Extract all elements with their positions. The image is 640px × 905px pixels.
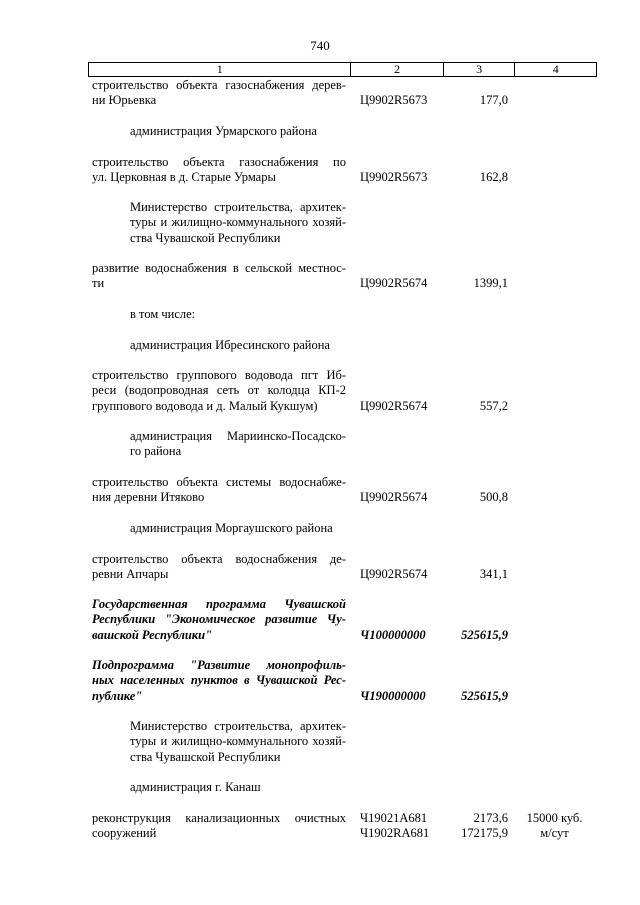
row-text: Министерство строительства, архитек- туры и жилищно-коммунального хозяй- ства Чувашской Республики xyxy=(130,200,346,245)
row-text: строительство объекта газоснабжения по ул. Церковная в д. Старые Урмары xyxy=(92,155,346,185)
row-code: Ц9902R5673 xyxy=(360,93,428,107)
row-amount: 1399,1 xyxy=(473,276,508,290)
row-code: Ц9902R5674 xyxy=(360,276,428,290)
row-text: администрация Мариинско-Посадско- го района xyxy=(130,429,346,459)
row-code-line: Ч1902RA681 xyxy=(360,826,430,841)
subprogram-amount: 525615,9 xyxy=(461,689,508,703)
row-text: администрация Моргаушского района xyxy=(130,521,333,535)
row-amount xyxy=(440,811,508,842)
row-capacity-line: 15000 куб. xyxy=(526,811,583,825)
subprogram-title: Подпрограмма "Развитие монопрофиль- ных населенных пунктов в Чувашской Рес- публике" xyxy=(92,658,346,703)
row-code-line: Ч19021A681 xyxy=(360,811,428,825)
row-text: администрация г. Канаш xyxy=(130,780,261,794)
row-text: администрация Ибресинского района xyxy=(130,338,330,352)
row-text: строительство объекта газоснабжения дерев- ни Юрьевка xyxy=(92,78,346,108)
row-text: в том числе: xyxy=(130,307,196,321)
row-text: администрация Урмарского района xyxy=(130,124,317,138)
row-code xyxy=(360,811,450,842)
row-code: Ц9902R5674 xyxy=(360,567,428,581)
row-amount-line: 2173,6 xyxy=(473,811,508,825)
header-col-4: 4 xyxy=(515,63,597,77)
row-amount: 341,1 xyxy=(479,567,508,581)
row-capacity xyxy=(517,811,592,842)
row-text: развитие водоснабжения в сельской местнос- ти xyxy=(92,261,346,291)
program-amount: 525615,9 xyxy=(461,628,508,642)
page-number: 740 xyxy=(310,38,330,53)
row-text: строительство объекта водоснабжения де- ревни Апчары xyxy=(92,552,346,582)
header-col-3: 3 xyxy=(443,63,515,77)
row-amount: 500,8 xyxy=(479,490,508,504)
header-col-2: 2 xyxy=(351,63,443,77)
header-col-1: 1 xyxy=(89,63,351,77)
table-header xyxy=(88,62,597,77)
row-amount: 177,0 xyxy=(479,93,508,107)
row-amount: 557,2 xyxy=(479,399,508,413)
row-text: Министерство строительства, архитек- туры и жилищно-коммунального хозяй- ства Чувашской Республики xyxy=(130,719,346,764)
program-title: Государственная программа Чувашской Республики "Экономическое развитие Чу- вашской Республики" xyxy=(92,597,346,642)
program-code: Ч100000000 xyxy=(360,628,426,642)
row-text: строительство объекта системы водоснабже- ния деревни Итяково xyxy=(92,475,346,505)
row-code: Ц9902R5674 xyxy=(360,490,428,504)
row-capacity-line: м/сут xyxy=(540,826,569,841)
row-code: Ц9902R5674 xyxy=(360,399,428,413)
row-amount-line: 172175,9 xyxy=(461,826,508,841)
row-text: реконструкция канализационных очистных сооружений xyxy=(92,811,346,841)
row-amount: 162,8 xyxy=(479,170,508,184)
row-text: строительство группового водовода пгт Иб- реси (водопроводная сеть от колодца КП-2 группового водовода и д. Малый Кукшум) xyxy=(92,368,346,413)
row-code: Ц9902R5673 xyxy=(360,170,428,184)
subprogram-code: Ч190000000 xyxy=(360,689,426,703)
